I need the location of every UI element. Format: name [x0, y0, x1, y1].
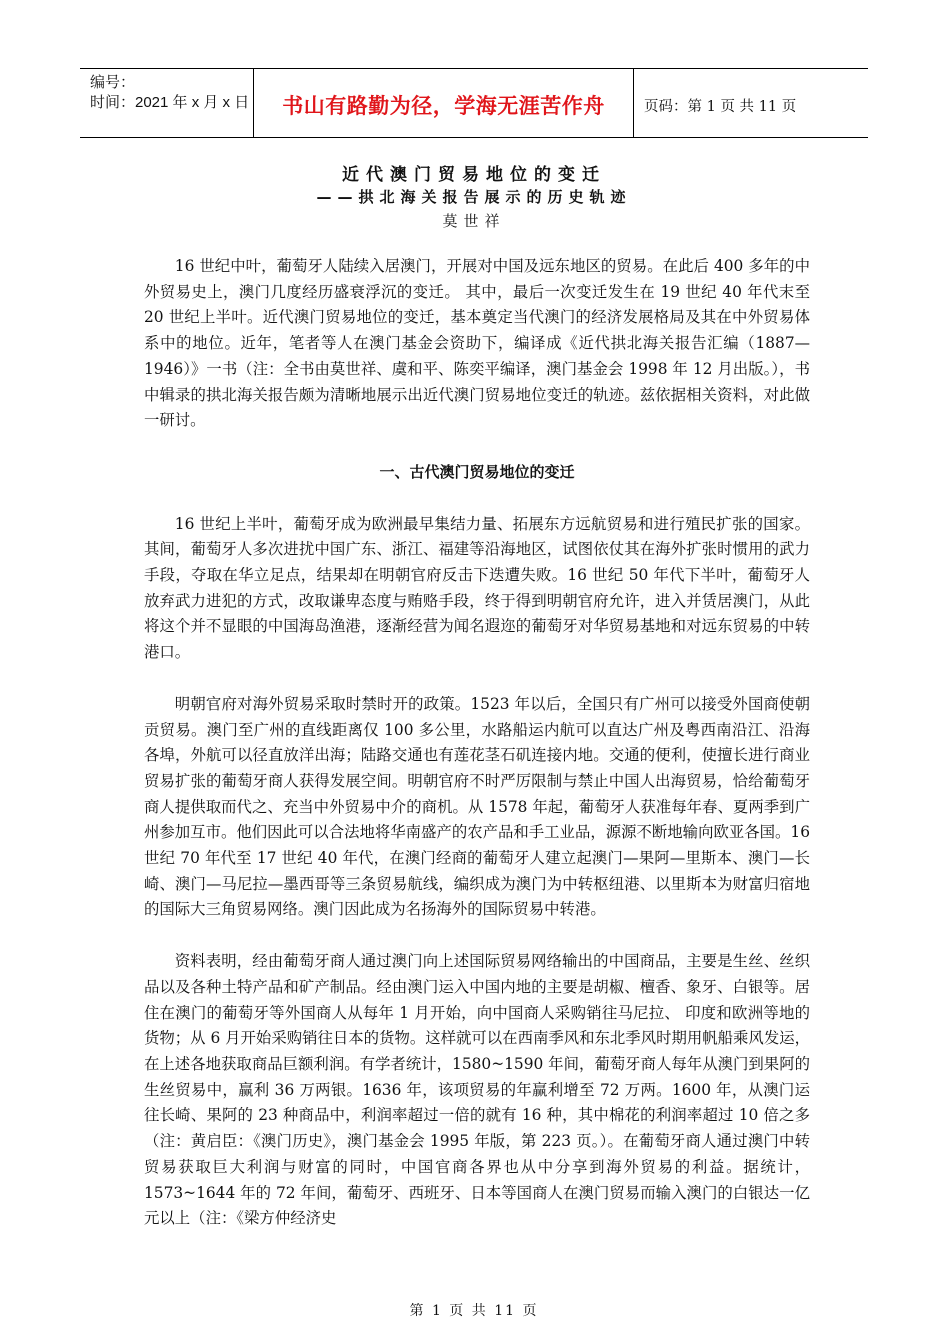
article-body: [144, 254, 810, 1258]
header-page-info: 页码：第 1 页 共 11 页: [644, 98, 797, 115]
page-footer: 第 1 页 共 11 页: [409, 1303, 539, 1319]
header-motto: 书山有路勤为径，学海无涯苦作舟: [282, 94, 605, 118]
header-page-cell: [634, 69, 868, 137]
article-author: 莫世祥: [442, 212, 506, 230]
intro-paragraph: 16 世纪中叶，葡萄牙人陆续入居澳门，开展对中国及远东地区的贸易。在此后 400 多年的中外贸易史上，澳门几度经历盛衰浮沉的变迁。 其中，最后一次变迁发生在 19 世纪 40 年代末至 20 世纪上半叶。近代澳门贸易地位的变迁，基本奠定当代澳门的经济发展格局及其在中外贸易体系中的地位。近年，笔者等人在澳门基金会资助下，编译成《近代拱北海关报告汇编（1887—1946）》一书（注：全书由莫世祥、虞和平、陈奕平编译，澳门基金会 1998 年 12 月出版。），书中辑录的拱北海关报告颇为清晰地展示出近代澳门贸易地位变迁的轨迹。兹依据相关资料，对此做一研讨。: [144, 257, 810, 430]
document-number-label: 编号：: [90, 74, 136, 91]
body-paragraph-3: 资料表明，经由葡萄牙商人通过澳门向上述国际贸易网络输出的中国商品，主要是生丝、丝织品以及各种土特产品和矿产制品。经由澳门运入中国内地的主要是胡椒、檀香、象牙、白银等。居住在澳门的葡萄牙等外国商人从每年 1 月开始，向中国商人采购销往马尼拉、 印度和欧洲等地的货物；从 6 月开始采购销往日本的货物。这样就可以在西南季风和东北季风时期用帆船乘风发运，在上述各地获取商品巨额利润。有学者统计，1580~1590 年间，葡萄牙商人每年从澳门到果阿的生丝贸易中，赢利 36 万两银。1636 年，该项贸易的年赢利增至 72 万两。1600 年，从澳门运往长崎、果阿的 23 种商品中，利润率超过一倍的就有 16 种，其中棉花的利润率超过 10 倍之多（注：黄启臣：《澳门历史》，澳门基金会 1995 年版，第 223 页。）。在葡萄牙商人通过澳门中转贸易获取巨大利润与财富的同时，中国官商各界也从中分享到海外贸易的利益。据统计，1573~1644 年的 72 年间，葡萄牙、西班牙、日本等国商人在澳门贸易而输入澳门的白银达一亿元以上（注：《梁方仲经济史: [144, 952, 810, 1228]
section-heading: 一、古代澳门贸易地位的变迁: [379, 462, 575, 481]
article-title: 近代澳门贸易地位的变迁: [342, 165, 606, 185]
article-subtitle: ——拱北海关报告展示的历史轨迹: [316, 188, 632, 206]
body-paragraph-1: 16 世纪上半叶，葡萄牙成为欧洲最早集结力量、拓展东方远航贸易和进行殖民扩张的国家。其间，葡萄牙人多次进扰中国广东、浙江、福建等沿海地区，试图依仗其在海外扩张时惯用的武力手段，夺取在华立足点，结果却在明朝官府反击下迭遭失败。16 世纪 50 年代下半叶，葡萄牙人放弃武力进犯的方式，改取谦卑态度与贿赂手段，终于得到明朝官府允许，进入并赁居澳门，从此将这个并不显眼的中国海岛渔港，逐渐经营为闻名遐迩的葡萄牙对华贸易基地和对远东贸易的中转港口。: [144, 514, 810, 662]
header-meta-cell: [80, 69, 254, 137]
body-paragraph-2: 明朝官府对海外贸易采取时禁时开的政策。1523 年以后，全国只有广州可以接受外国商使朝贡贸易。澳门至广州的直线距离仅 100 多公里，水路船运内航可以直达广州及粤西南沿江、沿海各埠，外航可以径直放洋出海；陆路交通也有莲花茎石矶连接内地。交通的便利，使擅长进行商业贸易扩张的葡萄牙商人获得发展空间。明朝官府不时严厉限制与禁止中国人出海贸易，恰给葡萄牙商人提供取而代之、充当中外贸易中介的商机。从 1578 年起，葡萄牙人获准每年春、夏两季到广州参加互市。他们因此可以合法地将华南盛产的农产品和手工业品，源源不断地输向欧亚各国。16 世纪 70 年代至 17 世纪 40 年代，在澳门经商的葡萄牙人建立起澳门—果阿—里斯本、澳门—长崎、澳门—马尼拉—墨西哥等三条贸易航线，编织成为澳门为中转枢纽港、以里斯本为财富归宿地的国际大三角贸易网络。澳门因此成为名扬海外的国际贸易中转港。: [144, 694, 810, 919]
document-date-label: 时间：2021 年 x 月 x 日: [90, 94, 250, 111]
document-header: [80, 68, 868, 138]
header-motto-cell: [254, 69, 634, 137]
